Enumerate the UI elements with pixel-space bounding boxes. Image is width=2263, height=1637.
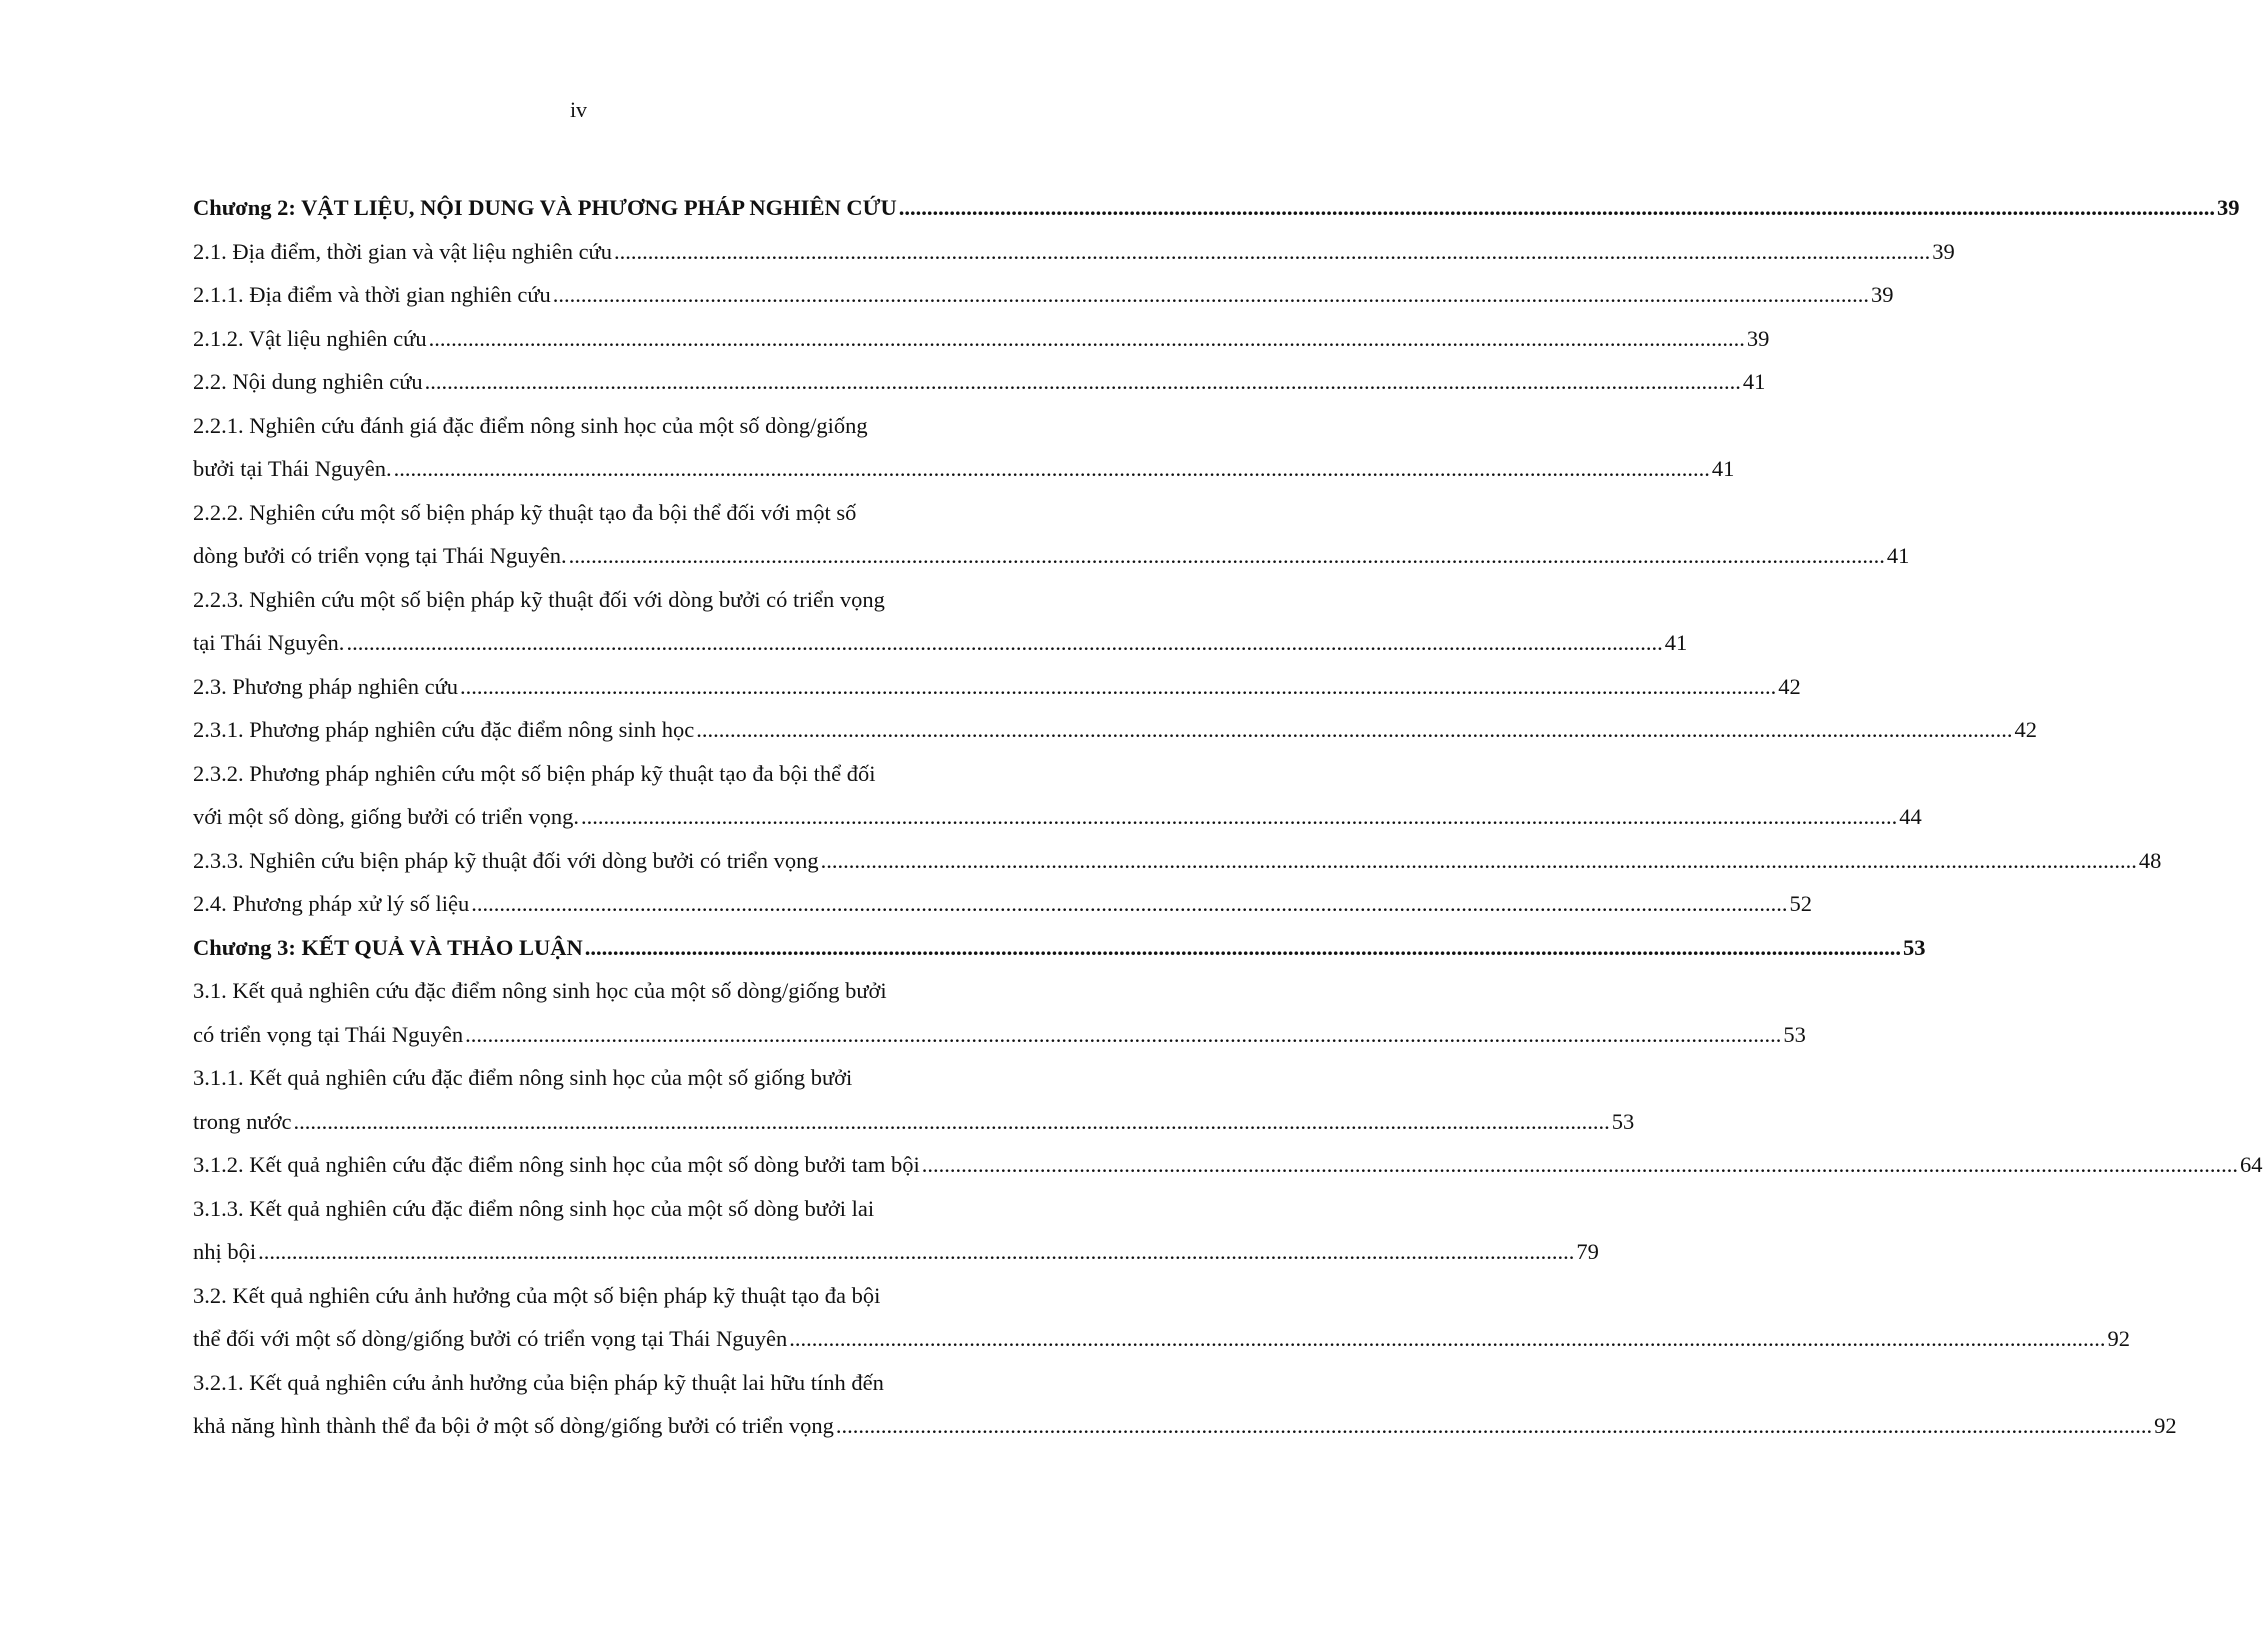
dot-leader: [614, 230, 1930, 274]
toc-entry-2-3-2[interactable]: [193, 752, 1922, 839]
toc-entry-title: 2.1.1. Địa điểm và thời gian nghiên cứu: [193, 282, 551, 307]
toc-entry-title: 2.3.3. Nghiên cứu biện pháp kỹ thuật đối với dòng bưởi có triển vọng: [193, 847, 819, 873]
toc-entry-title-line1: 2.2.2. Nghiên cứu một số biện pháp kỹ thuật tạo đa bội thể đối với một số: [193, 499, 857, 525]
toc-entry-title-line2: thể đối với một số dòng/giống bưởi có triển vọng tại Thái Nguyên: [193, 1326, 788, 1351]
toc-entry-title-line1: 3.1. Kết quả nghiên cứu đặc điểm nông sinh học của một số dòng/giống bưởi: [193, 978, 887, 1003]
dot-leader: [293, 1100, 1609, 1144]
toc-entry-page: 41: [1664, 630, 1688, 655]
toc-entry-page: 42: [1778, 673, 1801, 699]
toc-entry-2-3-1[interactable]: [193, 708, 2037, 752]
dot-leader: [465, 1013, 1781, 1057]
toc-entry-page: 44: [1899, 804, 1922, 829]
toc-entry-2-3-3[interactable]: [193, 839, 2162, 883]
toc-entry-2-4[interactable]: [193, 882, 1813, 926]
toc-entry-3-1-2[interactable]: [193, 1143, 2263, 1187]
toc-entry-2-1-2[interactable]: [193, 317, 1770, 361]
toc-entry-title-line2: bưởi tại Thái Nguyên.: [193, 456, 392, 481]
toc-entry-3-1-3[interactable]: [193, 1187, 1599, 1274]
dot-leader: [429, 317, 1745, 361]
toc-entry-title: 2.4. Phương pháp xử lý số liệu: [193, 891, 470, 916]
dot-leader: [789, 1317, 2105, 1361]
toc-entry-page: 39: [1871, 282, 1894, 307]
toc-entry-chapter-3[interactable]: [193, 926, 1926, 970]
toc-entry-3-2[interactable]: [193, 1274, 2131, 1361]
dot-leader: [346, 621, 1662, 665]
dot-leader: [553, 273, 1869, 317]
toc-entry-title-line2: nhị bội: [193, 1239, 257, 1264]
toc-entry-title: 2.2. Nội dung nghiên cứu: [193, 369, 423, 394]
toc-entry-3-1[interactable]: [193, 969, 1806, 1056]
toc-entry-title: 2.1. Địa điểm, thời gian và vật liệu nghiên cứu: [193, 238, 612, 264]
toc-entry-page: 39: [1932, 238, 1955, 264]
dot-leader: [394, 447, 1710, 491]
toc-entry-title-line1: 2.3.2. Phương pháp nghiên cứu một số biện pháp kỹ thuật tạo đa bội thể đối: [193, 760, 876, 786]
dot-leader: [899, 186, 2215, 230]
toc-entry-page: 48: [2138, 847, 2162, 873]
toc-entry-page: 53: [1783, 1021, 1806, 1047]
dot-leader: [836, 1404, 2152, 1448]
toc-entry-page: 39: [1746, 325, 1770, 351]
toc-entry-3-2-1[interactable]: [193, 1361, 2177, 1448]
dot-leader: [471, 882, 1787, 926]
toc-entry-page: 41: [1711, 456, 1735, 481]
toc-entry-title: Chương 2: VẬT LIỆU, NỘI DUNG VÀ PHƯƠNG PHÁP NGHIÊN CỨU: [193, 195, 897, 220]
toc-entry-2-2[interactable]: [193, 360, 1766, 404]
toc-entry-3-1-1[interactable]: [193, 1056, 1635, 1143]
dot-leader: [425, 360, 1741, 404]
toc-entry-2-3[interactable]: [193, 665, 1801, 709]
toc-entry-page: 92: [2154, 1413, 2177, 1438]
toc-entry-title: 2.1.2. Vật liệu nghiên cứu: [193, 325, 427, 351]
toc-entry-2-2-3[interactable]: [193, 578, 1688, 665]
dot-leader: [258, 1230, 1574, 1274]
dot-leader: [696, 708, 2012, 752]
toc-entry-page: 64: [2240, 1152, 2263, 1177]
dot-leader: [460, 665, 1776, 709]
toc-entry-title-line1: 3.2.1. Kết quả nghiên cứu ảnh hưởng của biện pháp kỹ thuật lai hữu tính đến: [193, 1369, 884, 1395]
toc-entry-2-1[interactable]: [193, 230, 1955, 274]
toc-entry-title: 2.3. Phương pháp nghiên cứu: [193, 673, 459, 699]
toc-entry-title-line2: trong nước: [193, 1108, 292, 1134]
dot-leader: [922, 1143, 2238, 1187]
dot-leader: [569, 534, 1885, 578]
toc-entry-title-line1: 2.2.1. Nghiên cứu đánh giá đặc điểm nông sinh học của một số dòng/giống: [193, 412, 868, 438]
toc-entry-page: 41: [1886, 543, 1910, 568]
toc-entry-page: 79: [1576, 1239, 1599, 1264]
toc-entry-page: 52: [1789, 891, 1813, 916]
toc-entry-page: 53: [1611, 1108, 1635, 1134]
toc-entry-page: 53: [1903, 934, 1926, 960]
dot-leader: [821, 839, 2137, 883]
toc-entry-title: 2.3.1. Phương pháp nghiên cứu đặc điểm nông sinh học: [193, 717, 695, 742]
toc-entry-title: 3.1.2. Kết quả nghiên cứu đặc điểm nông sinh học của một số dòng bưởi tam bội: [193, 1152, 920, 1177]
dot-leader: [585, 926, 1901, 970]
toc-entry-2-2-1[interactable]: [193, 404, 1735, 491]
toc-entry-2-1-1[interactable]: [193, 273, 1894, 317]
toc-entry-chapter-2[interactable]: [193, 186, 2240, 230]
toc-entry-title-line2: khả năng hình thành thể đa bội ở một số dòng/giống bưởi có triển vọng: [193, 1413, 834, 1438]
toc-entry-title-line1: 3.2. Kết quả nghiên cứu ảnh hưởng của một số biện pháp kỹ thuật tạo đa bội: [193, 1282, 881, 1308]
toc-entry-title-line2: tại Thái Nguyên.: [193, 630, 345, 655]
toc-entry-title-line2: có triển vọng tại Thái Nguyên: [193, 1021, 464, 1047]
toc-entry-page: 42: [2014, 717, 2037, 742]
toc-entry-2-2-2[interactable]: [193, 491, 1910, 578]
toc-entry-page: 41: [1742, 369, 1766, 394]
toc-entry-page: 39: [2216, 195, 2240, 220]
toc-entry-title: Chương 3: KẾT QUẢ VÀ THẢO LUẬN: [193, 934, 583, 960]
toc-entry-title-line1: 3.1.3. Kết quả nghiên cứu đặc điểm nông sinh học của một số dòng bưởi lai: [193, 1195, 875, 1221]
toc-entry-title-line2: dòng bưởi có triển vọng tại Thái Nguyên.: [193, 543, 567, 568]
toc-entry-title-line1: 2.2.3. Nghiên cứu một số biện pháp kỹ thuật đối với dòng bưởi có triển vọng: [193, 586, 885, 612]
toc-entry-title-line1: 3.1.1. Kết quả nghiên cứu đặc điểm nông sinh học của một số giống bưởi: [193, 1065, 853, 1090]
toc-entry-page: 92: [2107, 1326, 2131, 1351]
page-number: iv: [569, 97, 588, 122]
dot-leader: [581, 795, 1897, 839]
table-of-contents: [193, 186, 2263, 1448]
toc-entry-title-line2: với một số dòng, giống bưởi có triển vọng.: [193, 804, 579, 829]
